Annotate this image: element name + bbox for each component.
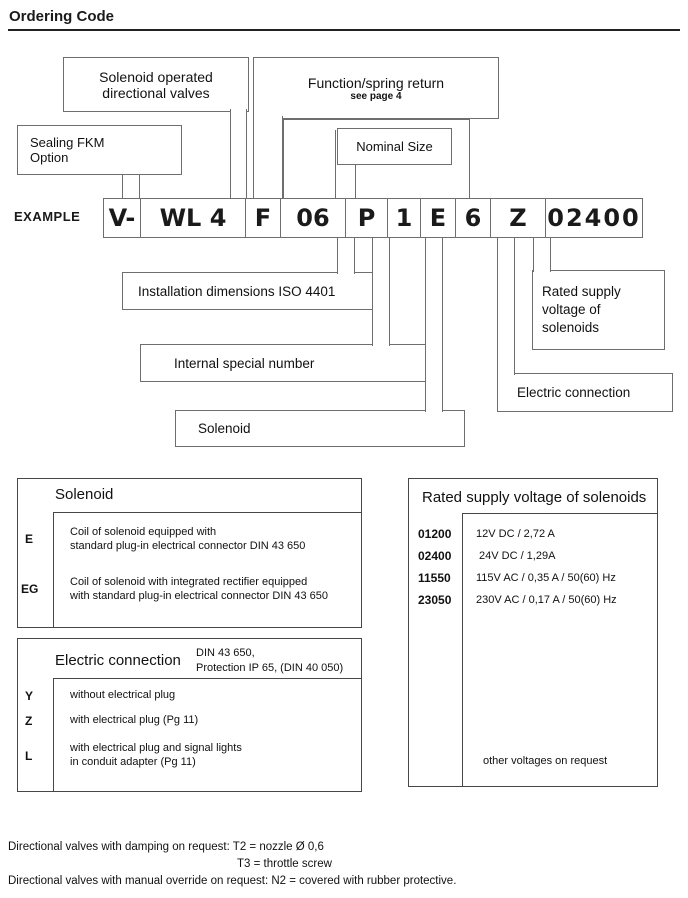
code-cell-solenoid: E: [421, 199, 456, 237]
solenoid-row-code: E: [25, 532, 34, 546]
code-cell-six: 6: [456, 199, 491, 237]
rated-supply-callout: [532, 270, 665, 350]
function-line2: see page 4: [350, 90, 402, 102]
internal-number-label: Internal special number: [174, 355, 315, 371]
internal-number-connector: [372, 236, 390, 346]
rated-supply-connector: [533, 236, 551, 272]
rated-row-value: 12V DC / 2,72 A: [476, 528, 555, 540]
example-label: EXAMPLE: [14, 209, 81, 224]
solenoid-callout-label: Solenoid: [198, 421, 251, 436]
solenoid-connector: [425, 236, 443, 412]
electric-connection-connector: [497, 236, 515, 375]
code-cell-series: WL 4: [141, 199, 246, 237]
rated-table-note: other voltages on request: [483, 755, 608, 767]
electric-connection-label: Electric connection: [517, 385, 631, 400]
rated-row-value: 230V AC / 0,17 A / 50(60) Hz: [476, 594, 617, 606]
code-cell-connection: Z: [491, 199, 546, 237]
electric-table-title: Electric connection: [55, 652, 181, 669]
code-cell-voltage: 02400: [547, 204, 641, 232]
solenoid-row-desc: standard plug-in electrical connector DIN 43 650: [70, 540, 306, 552]
electric-table-subtitle: Protection IP 65, (DIN 40 050): [196, 662, 344, 674]
solenoid-callout: [175, 410, 465, 447]
electric-row-desc: in conduit adapter (Pg 11): [70, 756, 196, 768]
electric-row-desc: with electrical plug and signal lights: [70, 742, 242, 754]
code-cell-special: 1: [388, 199, 421, 237]
function-connector: [253, 116, 283, 199]
rated-table-title: Rated supply voltage of solenoids: [422, 489, 647, 506]
nominal-size-callout: [337, 128, 452, 165]
solenoid-row-desc: Coil of solenoid with integrated rectifier equipped: [70, 576, 308, 588]
footer-note-throttle: T3 = throttle screw: [237, 858, 332, 870]
electric-row-code: Z: [25, 714, 33, 728]
electric-row-desc: with electrical plug (Pg 11): [70, 714, 199, 726]
footer-note-override: Directional valves with manual override on request: N2 = covered with rubber protective.: [8, 875, 457, 887]
rated-supply-line2: voltage of: [542, 301, 601, 317]
code-cell-sealing: V-: [104, 199, 141, 237]
electric-row-code: Y: [25, 689, 34, 703]
solenoid-valves-line2: directional valves: [102, 84, 210, 101]
electric-row-code: L: [25, 749, 33, 763]
electric-connection-callout: [497, 373, 673, 412]
nominal-size-label: Nominal Size: [356, 139, 433, 154]
sealing-line2: Option: [30, 150, 69, 165]
solenoid-row-desc: with standard plug-in electrical connector DIN 43 650: [70, 590, 329, 602]
solenoid-table-title: Solenoid: [55, 486, 114, 503]
code-cell-spool: P: [346, 199, 388, 237]
rated-supply-line3: solenoids: [542, 320, 600, 336]
function-line1: Function/spring return: [307, 74, 445, 91]
solenoid-row-desc: Coil of solenoid equipped with: [70, 526, 217, 538]
page-title: Ordering Code: [9, 8, 115, 25]
ordering-code-row: [103, 198, 643, 238]
sealing-connector: [122, 172, 140, 199]
sealing-callout: [17, 125, 182, 175]
rated-row-code: 01200: [418, 527, 452, 541]
rated-supply-line1: Rated supply: [542, 283, 621, 299]
rated-row-code: 02400: [418, 549, 452, 563]
rated-row-code: 11550: [418, 571, 451, 585]
internal-number-callout: [140, 344, 443, 382]
installation-label: Installation dimensions ISO 4401: [138, 283, 336, 299]
rated-row-code: 23050: [418, 593, 452, 607]
solenoid-valves-line1: Solenoid operated: [99, 68, 213, 85]
rated-row-value: 24V DC / 1,29A: [479, 550, 556, 562]
installation-callout: [122, 272, 389, 310]
footer-note-damping: Directional valves with damping on request: T2 = nozzle Ø 0,6: [8, 841, 324, 853]
title-rule: [8, 29, 680, 31]
solenoid-valves-callout: [63, 57, 249, 112]
installation-connector: [337, 236, 355, 274]
code-cell-function: F: [246, 199, 281, 237]
nominal-size-connector-right: [355, 163, 356, 198]
rated-row-value: 115V AC / 0,35 A / 50(60) Hz: [476, 572, 616, 584]
sealing-line1: Sealing FKM: [30, 135, 105, 150]
nominal-size-connector-left: [335, 130, 336, 198]
solenoid-valves-connector: [230, 109, 247, 199]
code-cell-size: 06: [281, 199, 346, 237]
solenoid-row-code: EG: [21, 582, 39, 596]
electric-table-subtitle: DIN 43 650,: [196, 647, 255, 659]
function-callout: [253, 57, 499, 119]
electric-row-desc: without electrical plug: [70, 689, 176, 701]
